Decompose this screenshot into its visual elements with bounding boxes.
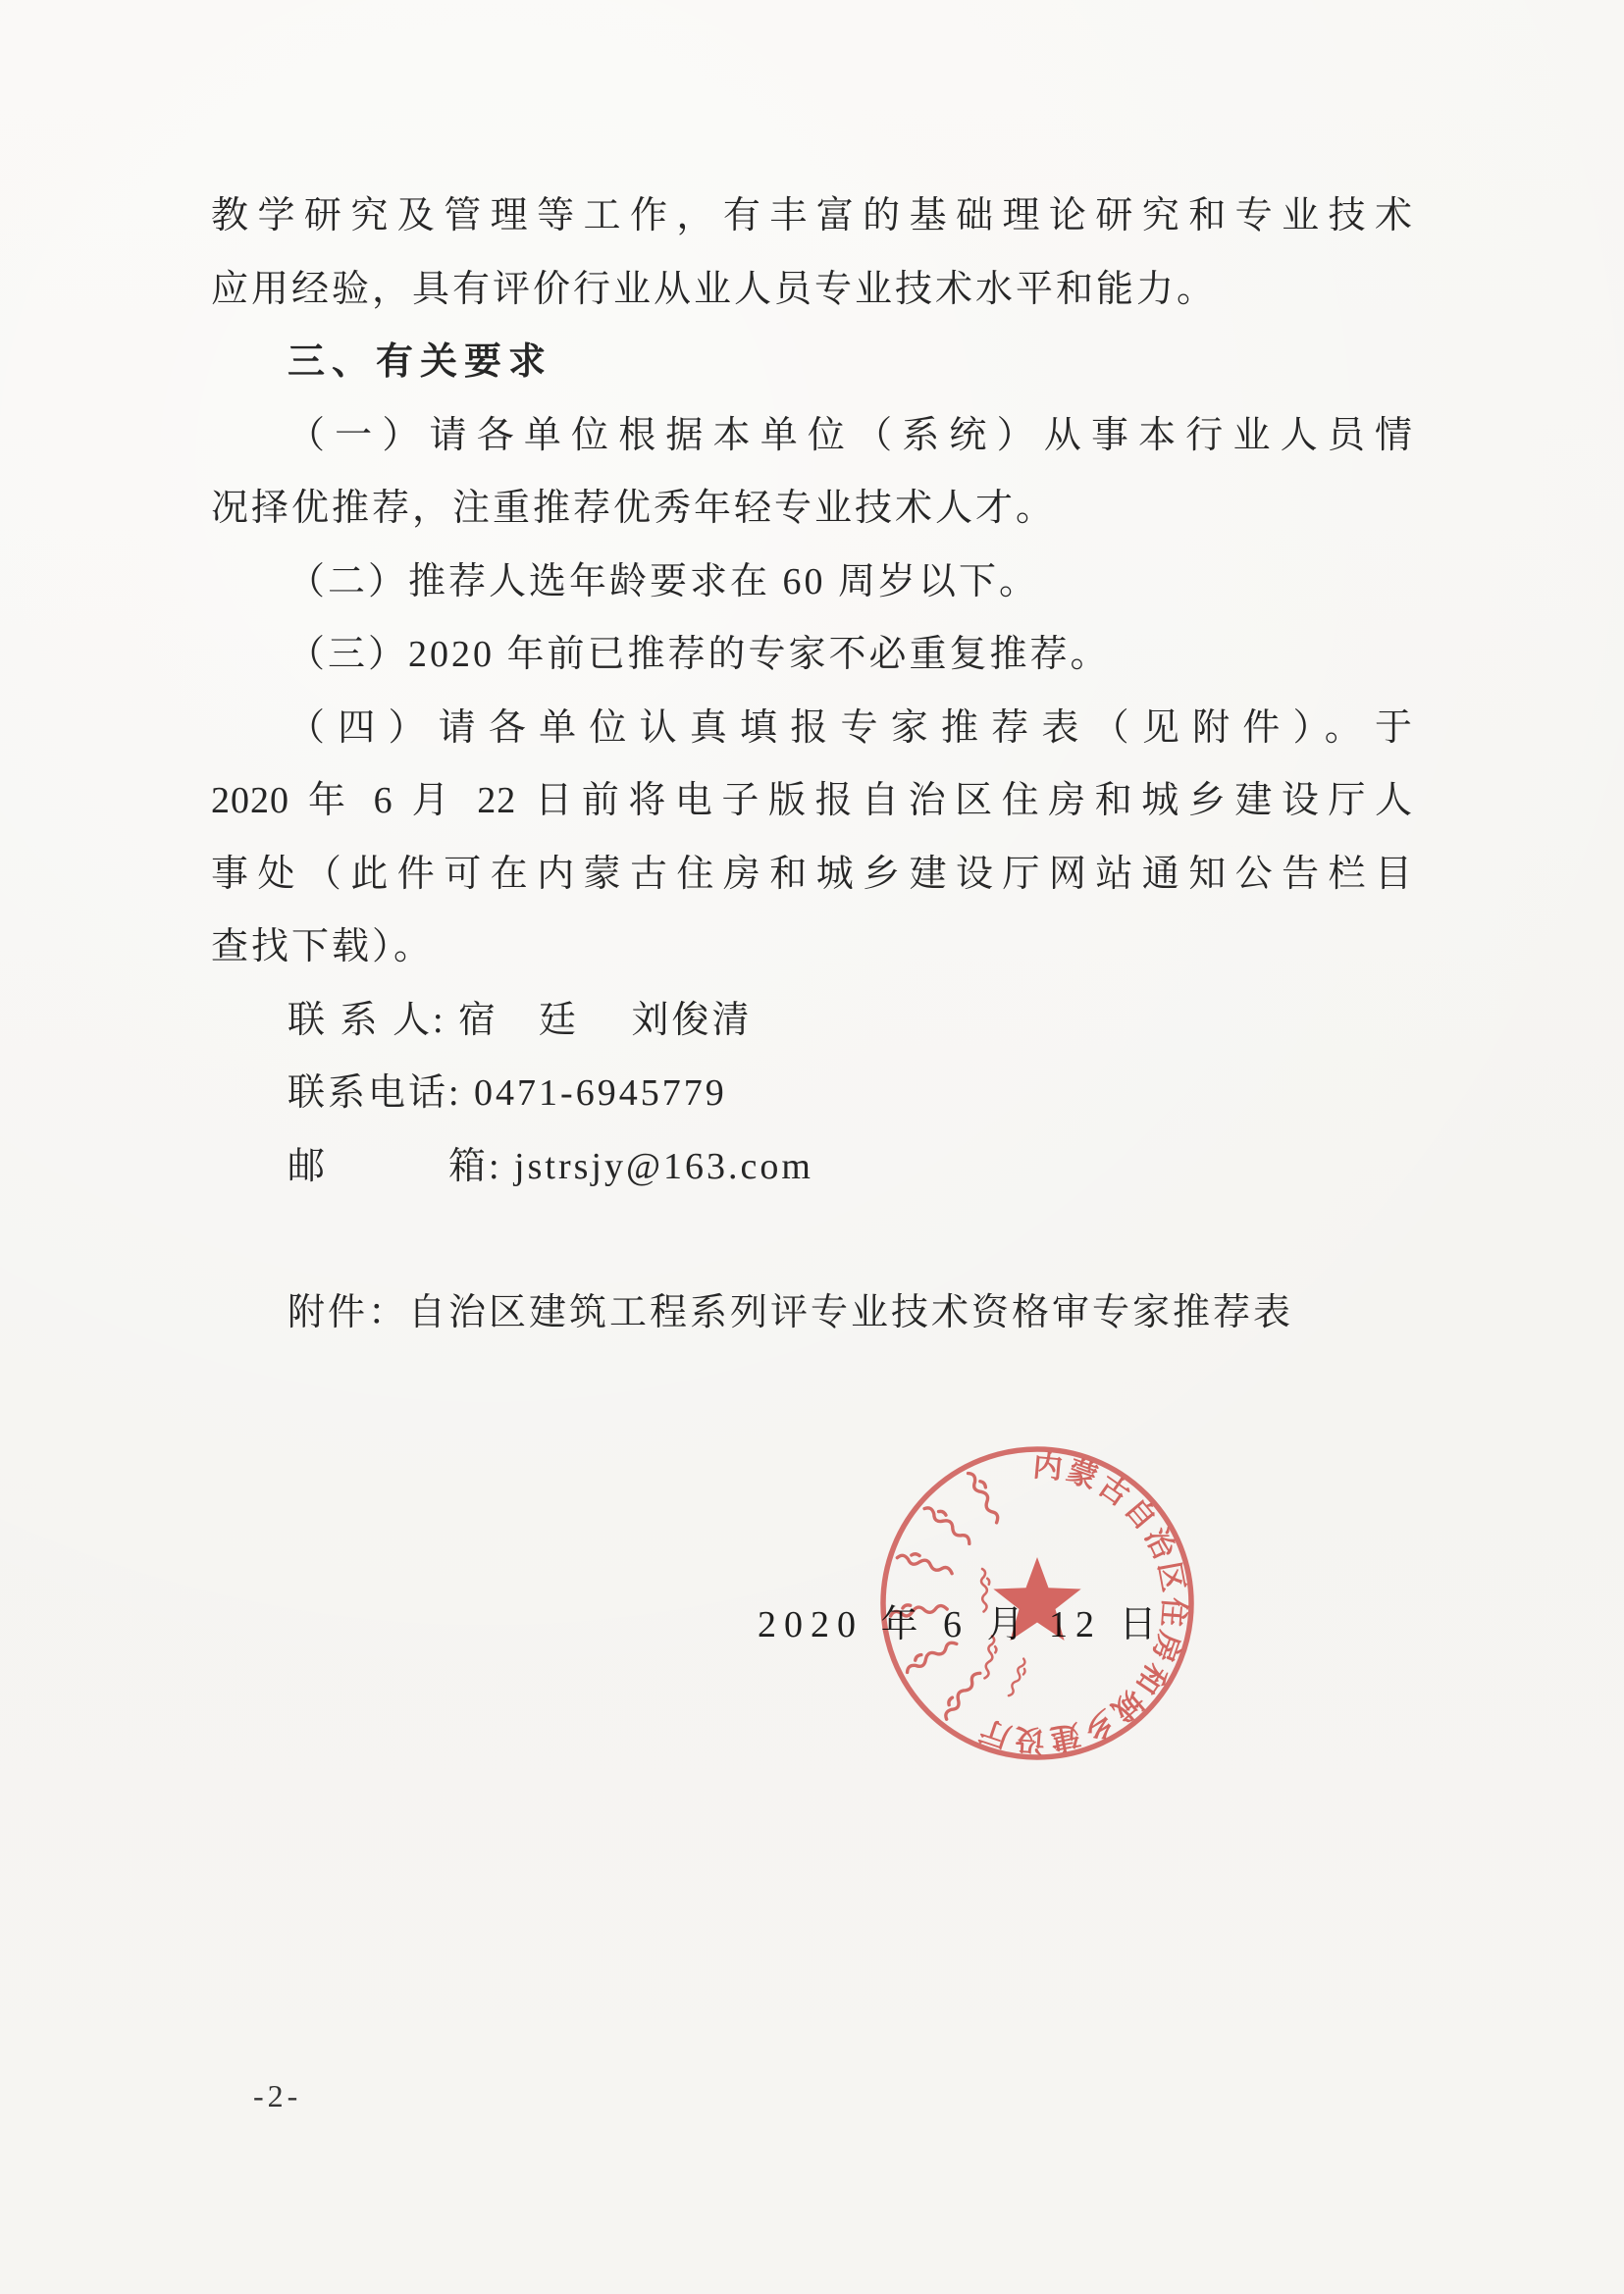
attachment-line: 附件：自治区建筑工程系列评专业技术资格审专家推荐表 [288, 1291, 1294, 1333]
contact-phone-line: 联系电话: 0471-6945779 [288, 1072, 727, 1114]
doc-line: 事处（此件可在内蒙古住房和城乡建设厅网站通知公告栏目 [211, 853, 1413, 895]
date-line: 2020 年 6 月 12 日 [758, 1604, 1165, 1645]
doc-line: 查找下载）。 [211, 926, 435, 967]
doc-line: （四）请各单位认真填报专家推荐表（见附件）。于 [288, 706, 1413, 749]
doc-line: （一）请各单位根据本单位（系统）从事本行业人员情 [288, 414, 1413, 456]
contact-person-line: 联 系 人: 宿 廷 刘俊清 [288, 999, 753, 1041]
seal-ring-text: 内蒙古自治区住房和城乡建设厅 [972, 1450, 1190, 1756]
doc-line: （二）推荐人选年龄要求在 60 周岁以下。 [288, 560, 1040, 602]
contact-email-line: 邮 箱: jstrsjy@163.com [288, 1145, 813, 1187]
doc-line: 2020 年 6 月 22 日前将电子版报自治区住房和城乡建设厅人 [211, 780, 1413, 821]
page-number: -2- [253, 2078, 302, 2113]
doc-line: 教学研究及管理等工作，有丰富的基础理论研究和专业技术 [211, 195, 1413, 236]
section-heading: 三、有关要求 [288, 341, 553, 383]
doc-line: 应用经验，具有评价行业从业人员专业技术水平和能力。 [211, 268, 1218, 310]
doc-line: 况择优推荐，注重推荐优秀年轻专业技术人才。 [211, 488, 1057, 529]
doc-line: （三）2020 年前已推荐的专家不必重复推荐。 [288, 634, 1111, 675]
document-body [211, 180, 1413, 1349]
